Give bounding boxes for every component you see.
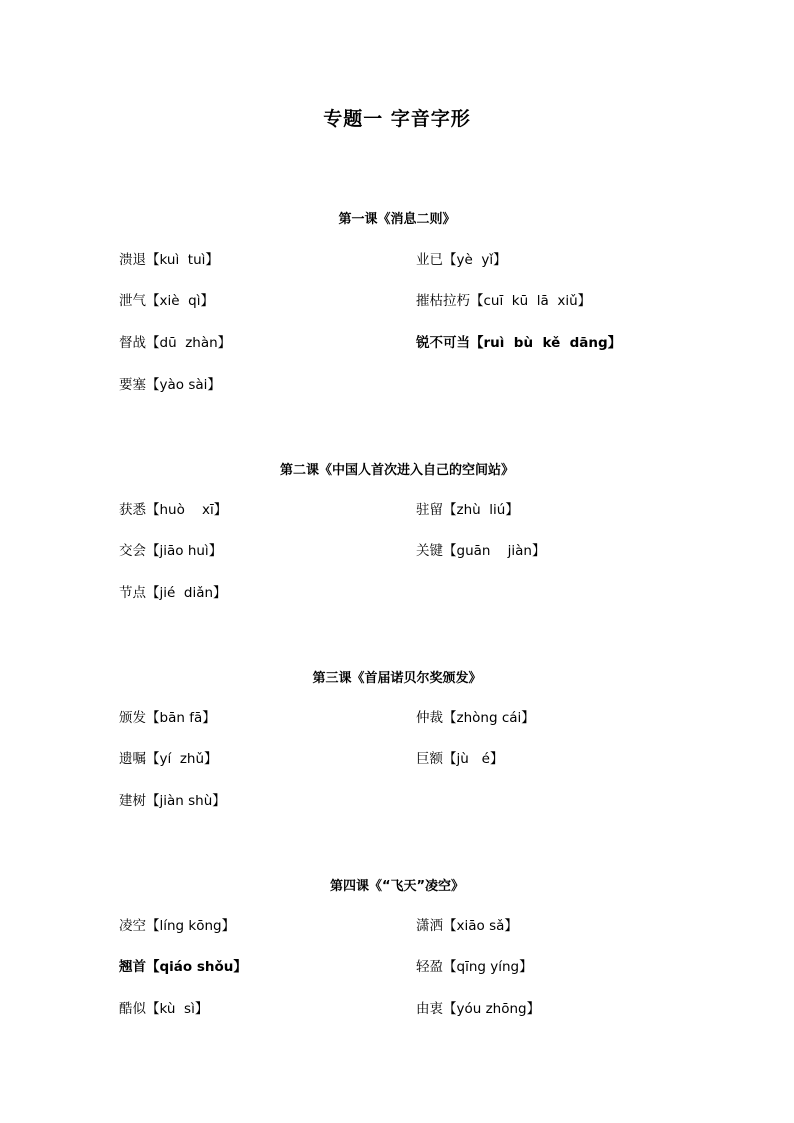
vocab-term: 遗嘱【yí zhǔ】 [119, 751, 218, 767]
vocab-term: 摧枯拉朽【cuī kū lā xiǔ】 [416, 293, 592, 309]
lesson-title: 第四课《“飞天”凌空》 [329, 879, 465, 894]
vocab-term: 颁发【bān fā】 [119, 710, 216, 726]
vocab-term: 关键【guān jiàn】 [416, 543, 546, 559]
vocab-term: 凌空【líng kōng】 [119, 918, 236, 934]
vocab-term: 建树【jiàn shù】 [119, 793, 226, 809]
vocab-term: 交会【jiāo huì】 [119, 543, 223, 559]
vocab-term: 翘首【qiáo shǒu】 [119, 959, 247, 975]
vocab-term: 由衷【yóu zhōng】 [416, 1001, 541, 1017]
vocab-term: 驻留【zhù liú】 [416, 502, 519, 518]
lesson-title: 第一课《消息二则》 [338, 212, 456, 227]
lesson-title: 第二课《中国人首次进入自己的空间站》 [279, 463, 514, 478]
vocab-term: 溃退【kuì tuì】 [119, 252, 219, 268]
vocab-term: 巨额【jù é】 [416, 751, 504, 767]
vocab-term: 获悉【huò xī】 [119, 502, 228, 518]
vocab-term: 锐不可当【ruì bù kě dāng】 [416, 335, 622, 351]
vocab-term: 轻盈【qīng yíng】 [416, 959, 533, 975]
vocab-term: 节点【jié diǎn】 [119, 585, 227, 601]
vocab-term: 仲裁【zhòng cái】 [416, 710, 535, 726]
vocab-term: 潇洒【xiāo sǎ】 [416, 918, 518, 934]
vocab-term: 业已【yè yǐ】 [416, 252, 507, 268]
page-title: 专题一 字音字形 [323, 108, 471, 130]
vocab-term: 泄气【xiè qì】 [119, 293, 214, 309]
vocab-term: 督战【dū zhàn】 [119, 335, 232, 351]
vocab-term: 要塞【yào sài】 [119, 377, 221, 393]
lesson-title: 第三课《首届诺贝尔奖颁发》 [312, 671, 482, 686]
vocab-term: 酷似【kù sì】 [119, 1001, 209, 1017]
